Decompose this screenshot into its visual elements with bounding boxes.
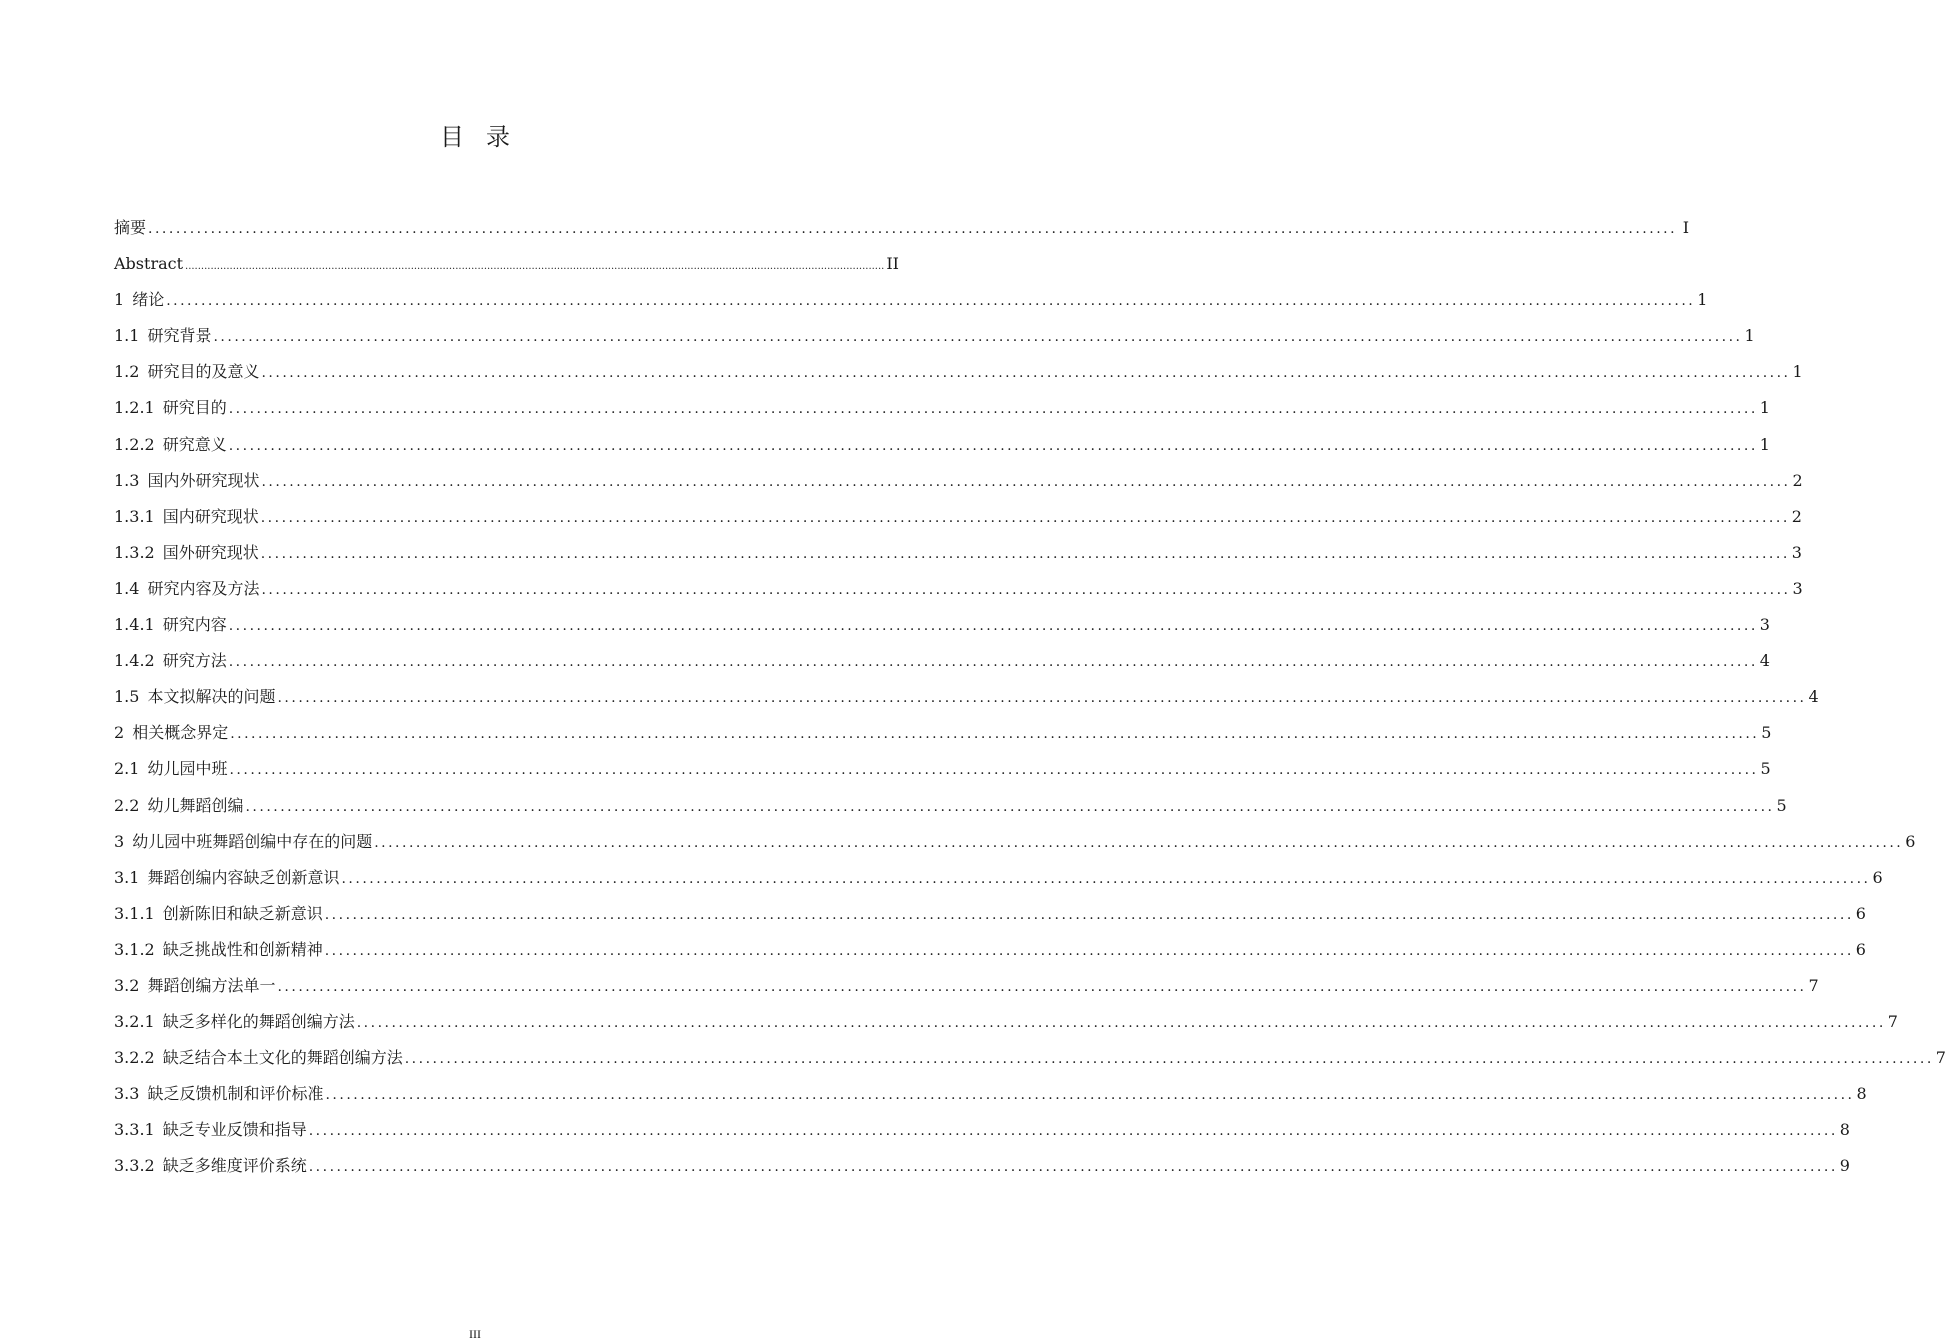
toc-entry-label: Abstract	[114, 254, 184, 274]
toc-entry[interactable]	[114, 824, 1916, 860]
toc-entry-page: 2	[1791, 506, 1802, 526]
toc-entry-page: 8	[1856, 1084, 1867, 1104]
toc-entry[interactable]	[114, 751, 1771, 787]
toc-entry-label: 研究背景	[147, 326, 212, 346]
toc-entry-number: 1.3.1	[114, 506, 155, 526]
toc-leader-dots: ............................................................................................................................................................................................................................	[277, 690, 1807, 707]
toc-entry-page: 7	[1808, 975, 1819, 995]
toc-entry-number: 1.5	[114, 687, 140, 707]
toc-entry[interactable]	[114, 1076, 1867, 1112]
toc-entry-page: 7	[1935, 1048, 1946, 1068]
toc-entry-page: I	[1682, 218, 1690, 237]
toc-entry[interactable]	[114, 968, 1819, 1004]
toc-entry-number: 1.2.2	[114, 434, 155, 454]
toc-entry-label: 研究内容	[162, 615, 227, 635]
toc-entry-page: 6	[1872, 867, 1883, 887]
toc-leader-dots: ............................................................................................................................................................................................................................	[228, 618, 1758, 635]
toc-entry-label: 国内外研究现状	[147, 470, 260, 490]
toc-entry-page: 6	[1855, 939, 1866, 959]
toc-entry[interactable]	[114, 463, 1803, 499]
toc-entry[interactable]	[114, 896, 1866, 932]
toc-entry[interactable]	[114, 210, 1690, 246]
toc-entry-page: 1	[1792, 362, 1803, 382]
toc-entry[interactable]	[114, 643, 1770, 679]
toc-entry[interactable]	[114, 571, 1803, 607]
toc-entry-number: 2.2	[114, 795, 140, 815]
toc-entry-number: 1.4	[114, 578, 140, 598]
toc-entry[interactable]	[114, 1148, 1850, 1184]
toc-entry[interactable]	[114, 499, 1802, 535]
toc-leader-dots: ............................................................................................................................................................................................................................	[356, 1015, 1886, 1032]
toc-entry[interactable]	[114, 318, 1755, 354]
toc-entry-page: 7	[1887, 1012, 1898, 1032]
toc-entry-label: 缺乏结合本土文化的舞蹈创编方法	[162, 1048, 403, 1068]
toc-leader-dots: ............................................................................................................................................................................................................................	[341, 870, 1871, 887]
toc-entry-page: 3	[1792, 578, 1803, 598]
toc-leader-dots: ............................................................................................................................................................................................................................	[228, 437, 1758, 454]
toc-entry-page: 5	[1776, 795, 1787, 815]
toc-entry-label: 本文拟解决的问题	[147, 687, 276, 707]
toc-entry-page: 6	[1855, 903, 1866, 923]
toc-leader-dots: ............................................................................................................................................................................................................................	[245, 798, 1775, 815]
toc-entry-number: 2.1	[114, 759, 140, 779]
toc-entry[interactable]	[114, 354, 1803, 390]
toc-entry-label: 幼儿园中班舞蹈创编中存在的问题	[132, 831, 373, 851]
page-number-footer: III	[469, 1327, 481, 1341]
toc-entry-label: 研究目的	[162, 398, 227, 418]
toc-entry-page: 6	[1905, 831, 1916, 851]
toc-entry-label: 国外研究现状	[162, 542, 259, 562]
toc-entry[interactable]	[114, 932, 1866, 968]
toc-leader-dots: ............................................................................................................................................................................................................................	[213, 329, 1743, 346]
toc-entry[interactable]	[114, 427, 1770, 463]
toc-entry-number: 1.3.2	[114, 542, 155, 562]
toc-entry-page: 2	[1792, 470, 1803, 490]
page-title: 目录	[440, 123, 532, 151]
toc-entry-label: 缺乏专业反馈和指导	[162, 1120, 307, 1140]
toc-entry-page: 8	[1839, 1120, 1850, 1140]
toc-entry-number: 1.4.2	[114, 651, 155, 671]
toc-entry-page: 9	[1839, 1156, 1850, 1176]
toc-entry-page: 4	[1759, 651, 1770, 671]
toc-entry-number: 3.2	[114, 975, 140, 995]
toc-entry[interactable]	[114, 860, 1883, 896]
toc-entry-label: 幼儿舞蹈创编	[147, 795, 244, 815]
table-of-contents	[114, 210, 1946, 1185]
toc-entry-page: 4	[1808, 687, 1819, 707]
toc-leader-dots: ............................................................................................................................................................................................................................	[260, 545, 1790, 562]
toc-entry-number: 3.3.1	[114, 1120, 155, 1140]
toc-entry-page: II	[886, 254, 899, 274]
toc-entry-page: 1	[1759, 434, 1770, 454]
toc-entry-number: 1.4.1	[114, 615, 155, 635]
toc-entry[interactable]	[114, 788, 1787, 824]
toc-entry-page: 3	[1759, 615, 1770, 635]
toc-entry-number: 2	[114, 723, 125, 743]
toc-leader-dots: ............................................................................................................................................................................................................................	[230, 726, 1760, 743]
toc-leader-dots: ............................................................................................................................................................................................................................	[324, 942, 1854, 959]
toc-entry-number: 1.3	[114, 470, 140, 490]
toc-entry[interactable]	[114, 1004, 1898, 1040]
toc-entry[interactable]	[114, 607, 1770, 643]
toc-leader-dots: ............................................................................................................................................................................................................................	[308, 1123, 1838, 1140]
toc-entry-page: 1	[1759, 398, 1770, 418]
toc-leader-dots: ............................................................................................................................................................................................................................	[277, 978, 1807, 995]
toc-entry-label: 研究意义	[162, 434, 227, 454]
toc-entry-number: 3.2.1	[114, 1012, 155, 1032]
toc-entry-label: 相关概念界定	[132, 723, 229, 743]
toc-entry-label: 国内研究现状	[162, 506, 259, 526]
toc-leader-dots: ............................................................................................................................................................................................................................	[261, 473, 1791, 490]
toc-entry-page: 1	[1697, 290, 1708, 310]
toc-leader-dots: ............................................................................................................................................................................................................................	[324, 906, 1854, 923]
toc-entry-number: 1.2.1	[114, 398, 155, 418]
toc-entry[interactable]	[114, 246, 899, 282]
toc-entry[interactable]	[114, 1040, 1946, 1076]
toc-entry-label: 研究方法	[162, 651, 227, 671]
toc-entry-label: 研究内容及方法	[147, 578, 260, 598]
toc-entry[interactable]	[114, 390, 1770, 426]
toc-leader-dots: ............................................................................................................................................................................................................................	[228, 654, 1758, 671]
toc-leader-dots: ............................................................................................................................................................................................................................	[308, 1159, 1838, 1176]
toc-leader-dots: ............................................................................................................................................................................................................................	[261, 581, 1791, 598]
toc-entry[interactable]	[114, 1112, 1850, 1148]
toc-entry-label: 舞蹈创编方法单一	[147, 975, 276, 995]
toc-entry-page: 5	[1760, 759, 1771, 779]
toc-leader-dots: ............................................................................................................................................................................................................................	[229, 762, 1759, 779]
toc-entry[interactable]	[114, 679, 1819, 715]
toc-entry-label: 缺乏反馈机制和评价标准	[147, 1084, 324, 1104]
toc-entry[interactable]	[114, 282, 1708, 318]
toc-entry-label: 幼儿园中班	[147, 759, 228, 779]
toc-entry-label: 缺乏多样化的舞蹈创编方法	[162, 1012, 355, 1032]
toc-entry-number: 3.1	[114, 867, 140, 887]
toc-entry-number: 1.1	[114, 326, 140, 346]
toc-entry-label: 研究目的及意义	[147, 362, 260, 382]
toc-entry-number: 3.1.1	[114, 903, 155, 923]
toc-leader-dots: ............................................................................................................................................................................................................................	[148, 221, 1678, 237]
toc-leader-dots: ............................................................................................................................................................................................................................	[374, 834, 1904, 851]
toc-leader-dots: ............................................................................................................................................................................................................................	[325, 1087, 1855, 1104]
toc-entry[interactable]	[114, 715, 1772, 751]
toc-entry-label: 舞蹈创编内容缺乏创新意识	[147, 867, 340, 887]
toc-entry-number: 3.3.2	[114, 1156, 155, 1176]
toc-entry-page: 3	[1791, 542, 1802, 562]
toc-entry-label: 创新陈旧和缺乏新意识	[162, 903, 323, 923]
toc-leader-dots: ............................................................................................................................................................................................................................	[260, 509, 1790, 526]
toc-entry-page: 1	[1744, 326, 1755, 346]
toc-entry-number: 3.2.2	[114, 1048, 155, 1068]
toc-entry-number: 3	[114, 831, 125, 851]
toc-entry[interactable]	[114, 535, 1802, 571]
toc-leader-dots: ............................................................................................................................................................................................................................	[166, 293, 1696, 310]
toc-entry-number: 3.1.2	[114, 939, 155, 959]
toc-entry-label: 摘要	[114, 218, 147, 237]
toc-leader-dots: ............................................................................................................................................................................................................................	[261, 365, 1791, 382]
toc-entry-number: 1	[114, 290, 125, 310]
toc-entry-number: 1.2	[114, 362, 140, 382]
toc-entry-number: 3.3	[114, 1084, 140, 1104]
toc-leader-dots: ............................................................................................................................................................................................................................	[228, 401, 1758, 418]
toc-leader-dots: ............................................................................................................................................................................................................................	[185, 261, 885, 273]
toc-entry-page: 5	[1761, 723, 1772, 743]
toc-leader-dots: ............................................................................................................................................................................................................................	[404, 1051, 1934, 1068]
toc-entry-label: 绪论	[132, 290, 165, 310]
toc-entry-label: 缺乏多维度评价系统	[162, 1156, 307, 1176]
toc-entry-label: 缺乏挑战性和创新精神	[162, 939, 323, 959]
